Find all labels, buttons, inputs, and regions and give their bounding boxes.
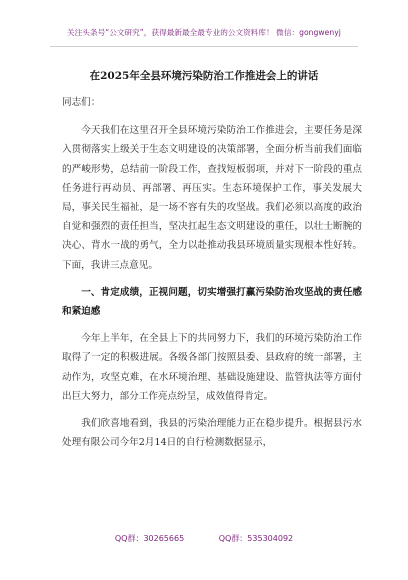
- footer-contact: [0, 533, 408, 544]
- paragraph-capacity: 我们欣喜地看到，我县的污染治理能力正在稳步提升。根据县污水处理有限公司今年2月14日的自行检测数据显示，: [62, 418, 362, 449]
- section-heading-1: 一、肯定成绩，正视问题，切实增强打赢污染防治攻坚战的责任感和紧迫感: [62, 286, 362, 318]
- salutation: 同志们：: [62, 97, 101, 108]
- footer-qq-group-2: QQ群：535304092: [218, 534, 294, 543]
- footer-qq-group-1: QQ群：30265665: [114, 534, 185, 543]
- document-body: [62, 93, 362, 452]
- paragraph-gap: [62, 321, 362, 329]
- paragraph-gap: [62, 275, 362, 283]
- promo-banner: 关注头条号“公文研究”，获得最新最全最专业的公文资料库！ 微信：gongwenyj: [67, 28, 341, 37]
- banner-divider: [50, 46, 358, 47]
- paragraph-progress: 今年上半年，在全县上下的共同努力下，我们的环境污染防治工作取得了一定的积极进展。各级各部门按照县委、县政府的统一部署，主动作为，攻坚克难，在水环境治理、基础设施建设、监管执法等方面付出巨大努力，部分工作亮点纷呈，成效值得肯定。: [62, 333, 362, 402]
- paragraph-gap: [62, 406, 362, 414]
- paragraph-intro: 今天我们在这里召开全县环境污染防治工作推进会，主要任务是深入贯彻落实上级关于生态文明建设的决策部署，全面分析当前我们面临的严峻形势，总结前一阶段工作，查找短板弱项，并对下一阶段的重点任务进行再动员、再部署、再压实。生态环境保护工作，事关发展大局，事关民生福祉，是一场不容有失的攻坚战。我们必须以高度的政治自觉和强烈的责任担当，坚决扛起生态文明建设的重任，以壮士断腕的决心、背水一战的勇气，全力以赴推动我县环境质量实现根本性好转。下面，我讲三点意见。: [62, 125, 362, 271]
- document-title: 在2025年全县环境污染防治工作推进会上的讲话: [89, 70, 319, 82]
